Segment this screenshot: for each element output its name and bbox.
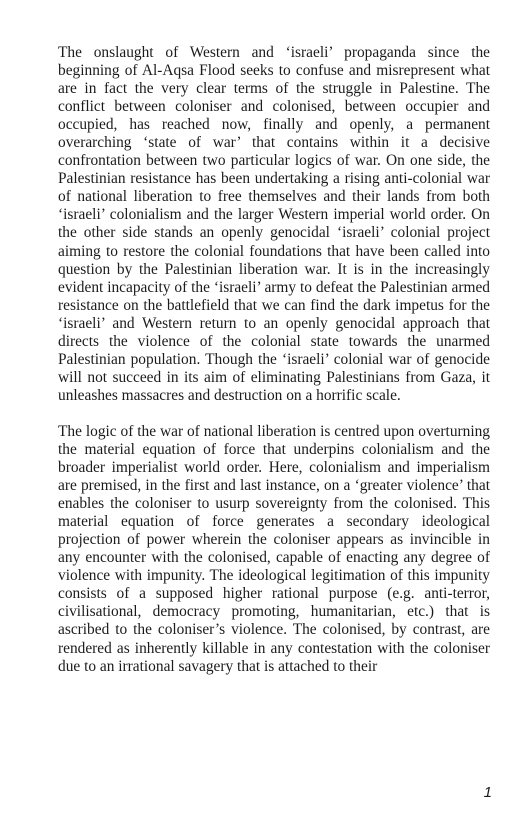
paragraph-1: The onslaught of Western and ‘israeli’ propaganda since the beginning of Al-Aqsa Flood seeks to confuse and misrepresent what are in fact the very clear terms of the struggle in Palestine. The conflict between coloniser and colonised, between occupier and occupied, has reached now, finally and openly, a permanent overarching ‘state of war’ that contains within it a decisive confrontation between two particular logics of war. On one side, the Palestinian resistance has been undertaking a rising anti-colonial war of national liberation to free themselves and their lands from both ‘israeli’ colonialism and the larger Western imperial world order. On the other side stands an openly genocidal ‘israeli’ colonial project aiming to restore the colonial foundations that have been called into question by the Palestinian liberation war. It is in the increasingly evident incapacity of the ‘israeli’ army to defeat the Palestinian armed resistance on the battlefield that we can find the dark impetus for the ‘israeli’ and Western return to an openly genocidal approach that directs the violence of the colonial state towards the unarmed Palestinian population. Though the ‘israeli’ colonial war of genocide will not succeed in its aim of eliminating Palestinians from Gaza, it unleashes massacres and destruction on a horrific scale. — [58, 44, 490, 404]
paragraph-2: The logic of the war of national liberation is centred upon overturning the material equation of force that underpins colonialism and the broader imperialist world order. Here, colonialism and imperialism are premised, in the first and last instance, on a ‘greater violence’ that enables the coloniser to usurp sovereignty from the colonised. This material equation of force generates a secondary ideological projection of power wherein the coloniser appears as invincible in any encounter with the colonised, capable of enacting any degree of violence with impunity. The ideological legitimation of this impunity consists of a supposed higher rational purpose (e.g. anti-terror, civilisational, democracy promoting, humanitarian, etc.) that is ascribed to the coloniser’s violence. The colonised, by contrast, are rendered as inherently killable in any contestation with the coloniser due to an irrational savagery that is attached to their — [58, 422, 490, 675]
page-number: 1 — [483, 784, 492, 801]
document-page — [58, 44, 490, 676]
